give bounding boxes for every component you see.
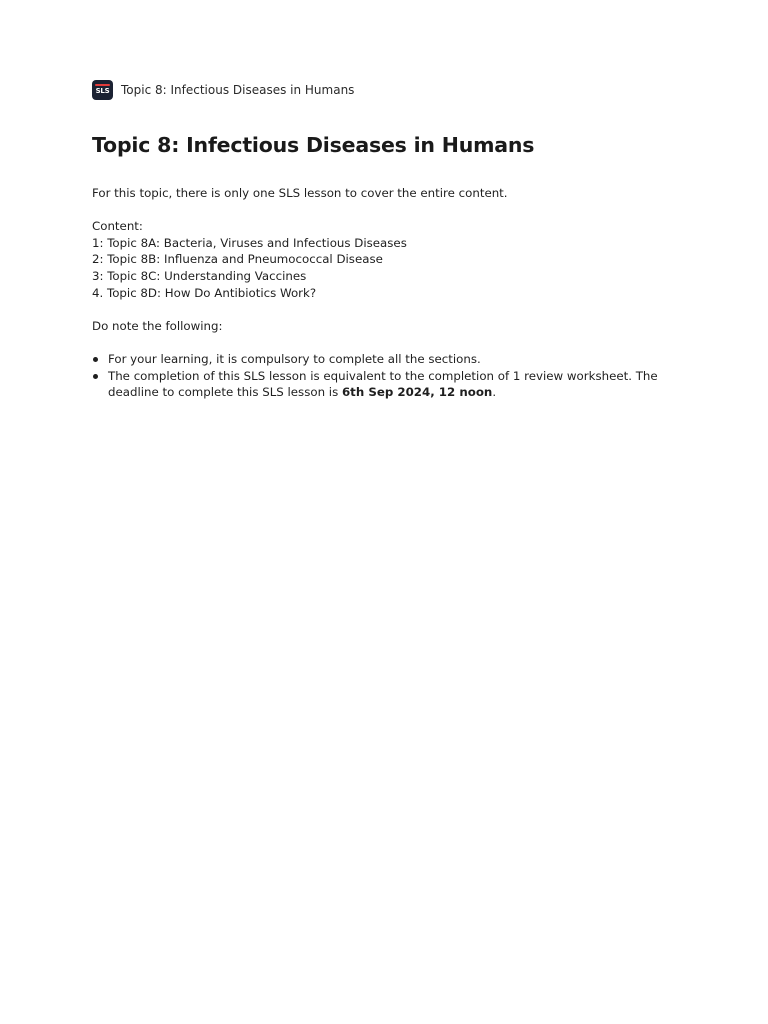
sls-logo-icon xyxy=(92,80,113,100)
breadcrumb[interactable] xyxy=(92,80,692,100)
list-item xyxy=(92,351,692,368)
content-item: 3: Topic 8C: Understanding Vaccines xyxy=(92,268,307,283)
list-item xyxy=(92,368,692,401)
note-punctuation: . xyxy=(492,385,497,400)
logo-text: SLS xyxy=(95,87,110,95)
content-item: 1: Topic 8A: Bacteria, Viruses and Infectious Diseases xyxy=(92,235,407,250)
lesson-description xyxy=(92,185,692,401)
notes-heading: Do note the following: xyxy=(92,318,223,333)
lesson-page xyxy=(92,80,692,400)
content-item: 2: Topic 8B: Influenza and Pneumococcal Disease xyxy=(92,252,383,267)
content-heading: Content: xyxy=(92,219,143,234)
notes-list xyxy=(92,351,692,401)
note-text: The completion of this SLS lesson is equivalent to the completion of 1 review worksheet. The xyxy=(108,368,658,383)
intro-text: For this topic, there is only one SLS lesson to cover the entire content. xyxy=(92,186,508,200)
deadline-text: 6th Sep 2024, 12 noon xyxy=(341,385,493,400)
note-text: deadline to complete this SLS lesson is xyxy=(108,385,342,400)
breadcrumb-title[interactable]: Topic 8: Infectious Diseases in Humans xyxy=(121,83,355,97)
note-text: For your learning, it is compulsory to complete all the sections. xyxy=(108,351,481,366)
content-item: 4. Topic 8D: How Do Antibiotics Work? xyxy=(92,285,317,300)
page-title: Topic 8: Infectious Diseases in Humans xyxy=(92,133,535,157)
